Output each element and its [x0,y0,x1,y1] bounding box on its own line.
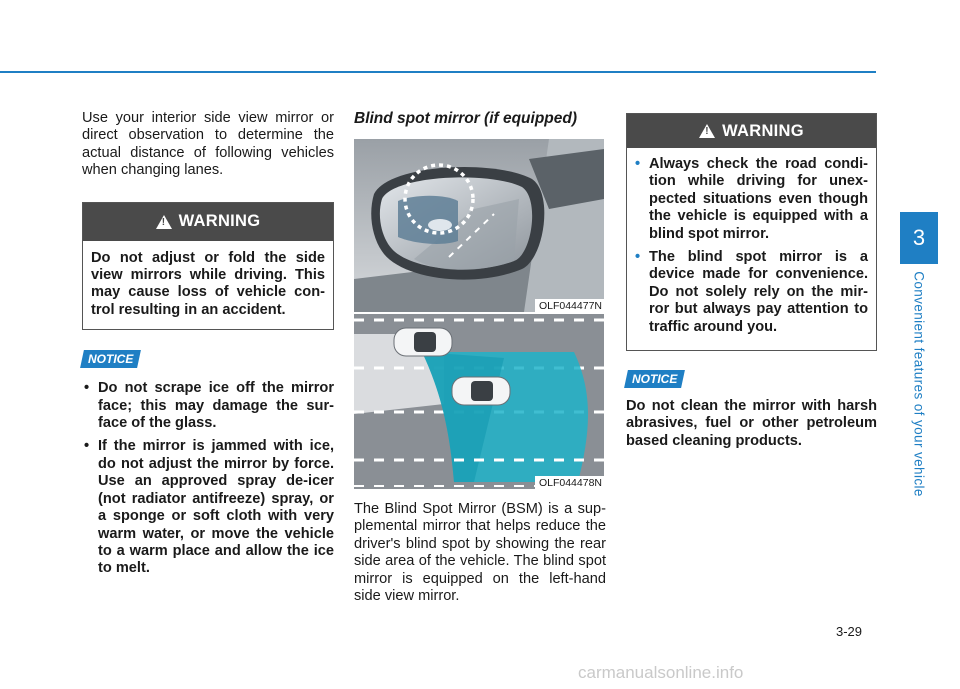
figure-code-1: OLF044477N [535,299,604,312]
warning-item-road-condition: • Always check the road condi-tion while driving for unex-pected situations even though the vehicle is equipped with a blind spot mirror. [633,156,868,243]
warning-box-blind-spot [626,113,877,351]
warning-title: WARNING [178,212,261,231]
warning-item-convenience: • The blind spot mirror is a device made for convenience. Do not solely rely on the mir-ror but always pay attention to traffic around you. [633,249,868,336]
section-heading: Blind spot mirror (if equipped) [354,110,578,127]
bsm-description: The Blind Spot Mirror (BSM) is a sup-plemental mirror that helps reduce the driver's blind spot by showing the rear side area of the vehicle. The blind spot mirror is equipped on the left-hand side view mirror. [354,501,606,605]
warning-triangle-icon: ! [156,215,172,229]
intro-paragraph: Use your interior side view mirror or direct observation to determine the actual distance of following vehicles when changing lanes. [82,110,334,179]
chapter-tab: 3 [900,212,938,264]
warning-title: WARNING [722,121,804,140]
warning-header [83,203,333,241]
warning-text: Do not adjust or fold the side view mirrors while driving. This may cause loss of vehicle con-trol resulting in an accident. [91,249,325,318]
notice-item-scrape: • Do not scrape ice off the mirror face; this may damage the sur-face of the glass. [82,380,334,432]
warning-content [627,148,876,350]
car-host-icon [394,328,452,356]
figure-code-2: OLF044478N [535,476,604,489]
figure-mirror-photo [354,139,604,312]
watermark: carmanualsonline.info [578,663,744,682]
figure-blind-spot-diagram [354,314,604,489]
warning-header [627,114,876,148]
notice-badge: NOTICE [80,350,141,368]
header-rule [0,71,876,73]
warning-box-mirror-adjust [82,202,334,331]
column-middle [354,110,606,605]
page-number: 3-29 [836,624,863,639]
column-left [82,110,334,584]
column-right [626,113,877,450]
notice-cleaning: Do not clean the mirror with harsh abrasives, fuel or other petroleum based cleaning products. [626,398,877,449]
blind-spot-diagram [354,314,604,489]
notice-list [82,380,334,577]
side-mirror-illustration [354,139,604,312]
car-blind-spot-icon [452,377,510,405]
warning-triangle-icon: ! [699,124,715,138]
chapter-title: Convenient features of your vehicle [911,271,927,497]
warning-list [633,156,868,336]
notice-badge: NOTICE [624,370,685,388]
notice-item-ice: • If the mirror is jammed with ice, do not adjust the mirror by force. Use an approved spray de-icer (not radiator antifreeze) spray, or a sponge or soft cloth with very warm water, or move the vehicle to a warm place and allow the ice to melt. [82,438,334,577]
